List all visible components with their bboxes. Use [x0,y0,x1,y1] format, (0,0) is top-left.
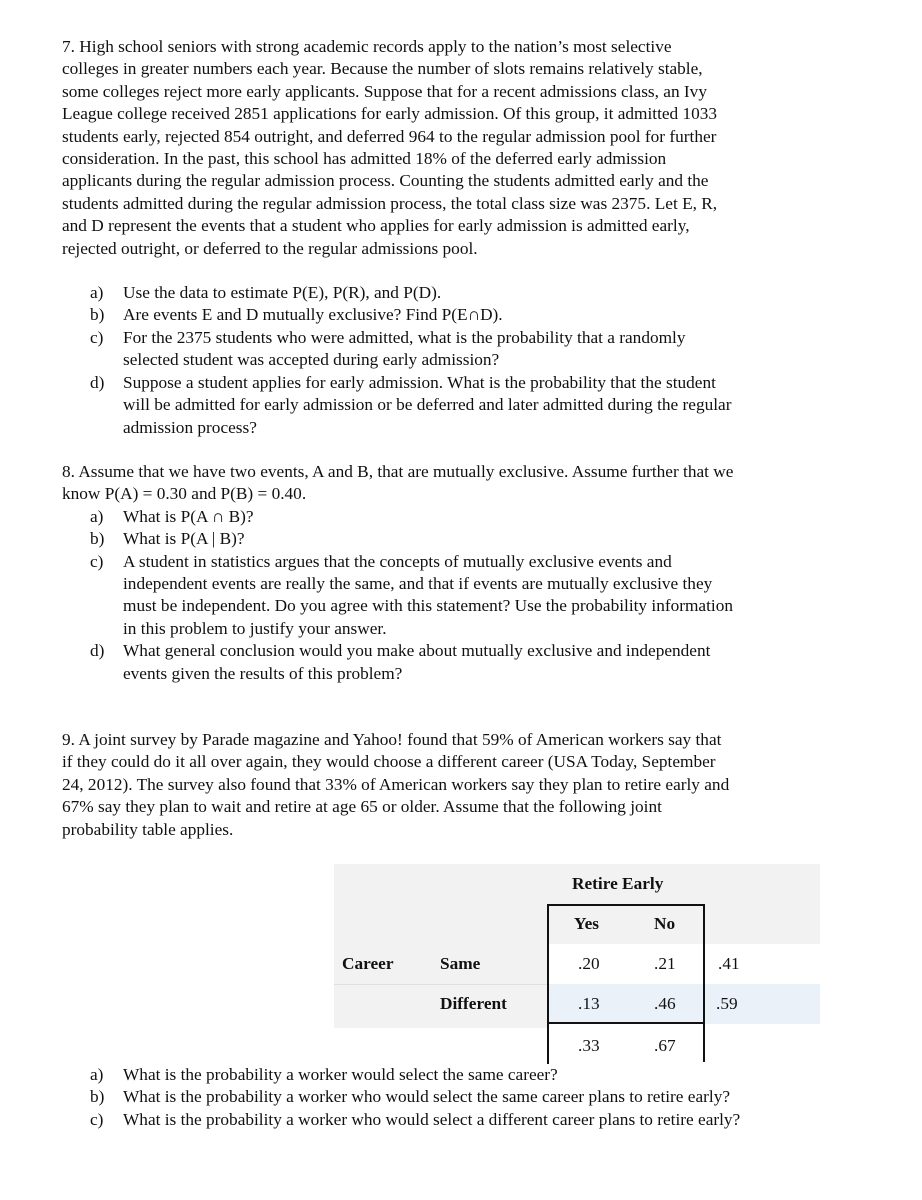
cell-different-no: .46 [654,994,676,1013]
cell-same-total: .41 [718,954,740,973]
question-9-parts [62,1064,862,1131]
col-header-yes: Yes [574,914,599,933]
cell-different-yes: .13 [578,994,600,1013]
cell-different-total: .59 [716,994,738,1013]
question-7 [62,36,862,439]
cell-total-yes: .33 [578,1036,600,1055]
row-group-header: Career [342,954,394,973]
question-8-part-d: d) What general conclusion would you make about mutually exclusive and independent events given the results of this problem? [90,641,711,683]
question-8-part-a: a) What is P(A ∩ B)? [90,506,254,526]
question-7-part-d: d) Suppose a student applies for early admission. What is the probability that the student will be admitted for early admission or be deferred and later admitted during the regular admission process? [90,372,732,437]
question-8-part-c: c) A student in statistics argues that the concepts of mutually exclusive events and independent events are really the same, and that if events are mutually exclusive they must be independent. Do you agree with this statement? Use the probability information in this problem to justify your answer. [90,551,733,638]
question-8-part-b: b) What is P(A | B)? [90,529,245,549]
question-7-parts [62,282,862,439]
col-header-no: No [654,914,676,933]
question-7-part-a: a) Use the data to estimate P(E), P(R), and P(D). [90,283,442,303]
question-9-part-b: b) What is the probability a worker who would select the same career plans to retire early? [90,1087,731,1107]
question-9-part-a: a) What is the probability a worker would select the same career? [90,1065,558,1084]
question-8-intro: 8. Assume that we have two events, A and B, that are mutually exclusive. Assume further that we know P(A) = 0.30 and P(B) = 0.40. [62,461,734,504]
cell-same-yes: .20 [578,954,600,973]
question-9-part-c: c) What is the probability a worker who would select a different career plans to retire early? [90,1109,741,1129]
question-7-part-c: c) For the 2375 students who were admitted, what is the probability that a randomly selected student was accepted during early admission? [90,327,686,370]
question-8 [62,461,862,685]
col-group-header: Retire Early [572,874,664,893]
question-8-parts [62,506,862,685]
row-header-different: Different [440,994,507,1013]
question-9-intro: 9. A joint survey by Parade magazine and Yahoo! found that 59% of American workers say that if they could do it all over again, they would choose a different career (USA Today, September 24, 2012). The survey also found that 33% of American workers say they plan to retire early and 67% say they plan to wait and retire at age 65 or older. Assume that the following joint probability table applies. [62,729,730,839]
row-header-same: Same [440,954,481,973]
cell-same-no: .21 [654,954,676,973]
joint-probability-table [62,864,862,1064]
document-page [62,36,862,1131]
question-9 [62,729,862,1131]
question-7-part-b: b) Are events E and D mutually exclusive? Find P(E∩D). [90,305,503,325]
cell-total-no: .67 [654,1036,676,1055]
question-7-intro: 7. High school seniors with strong academic records apply to the nation’s most selective colleges in greater numbers each year. Because the number of slots remains relatively stable, some colleges reject more early applicants. Suppose that for a recent admissions class, an Ivy League college received 2851 applications for early admission. Of this group, it admitted 1033 students early, rejected 854 outright, and deferred 964 to the regular admission pool for further consideration. In the past, this school has admitted 18% of the deferred early admission applicants during the regular admission process. Counting the students admitted early and the students admitted during the regular admission process, the total class size was 2375. Let E, R, and D represent the events that a student who applies for early admission is admitted early, rejected outright, or deferred to the regular admissions pool. [62,37,718,258]
